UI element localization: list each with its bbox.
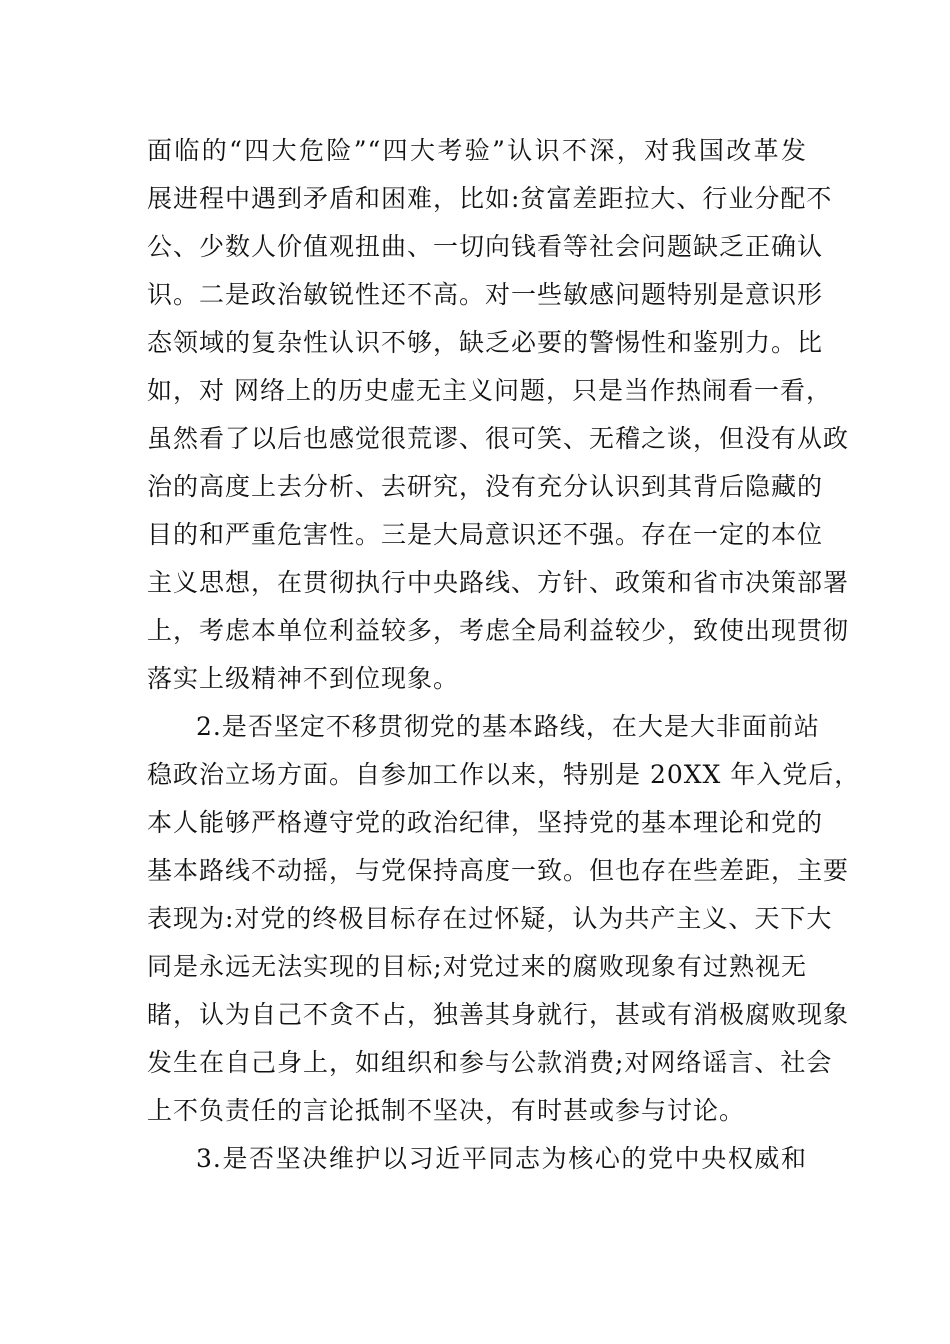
- text-line: 面临的“四大危险”“四大考验”认识不深，对我国改革发: [147, 136, 807, 165]
- text-line: 稳政治立场方面。自参加工作以来，特别是 20XX 年入党后，: [147, 760, 861, 789]
- text-line: 基本路线不动摇，与党保持高度一致。但也存在些差距，主要: [147, 856, 850, 885]
- text-line: 上不负责任的言论抵制不坚决，有时甚或参与讨论。: [147, 1096, 746, 1125]
- text-line: 本人能够严格遵守党的政治纪律，坚持党的基本理论和党的: [147, 808, 824, 837]
- section-heading-line: 2.是否坚定不移贯彻党的基本路线，在大是大非面前站: [196, 712, 820, 741]
- text-line: 主义思想，在贯彻执行中央路线、方针、政策和省市决策部署: [147, 568, 850, 597]
- text-line: 治的高度上去分析、去研究，没有充分认识到其背后隐藏的: [147, 472, 824, 501]
- text-line: 表现为:对党的终极目标存在过怀疑，认为共产主义、天下大: [147, 904, 833, 933]
- text-line: 同是永远无法实现的目标;对党过来的腐败现象有过熟视无: [147, 952, 807, 981]
- text-line: 虽然看了以后也感觉很荒谬、很可笑、无稽之谈，但没有从政: [147, 424, 850, 453]
- text-line: 识。二是政治敏锐性还不高。对一些敏感问题特别是意识形: [147, 280, 824, 309]
- text-line: 发生在自己身上，如组织和参与公款消费;对网络谣言、社会: [147, 1048, 833, 1077]
- text-line: 睹，认为自己不贪不占，独善其身就行，甚或有消极腐败现象: [147, 1000, 850, 1029]
- text-line: 公、少数人价值观扭曲、一切向钱看等社会问题缺乏正确认: [147, 232, 824, 261]
- text-line: 上，考虑本单位利益较多，考虑全局利益较少，致使出现贯彻: [147, 616, 850, 645]
- text-line: 目的和严重危害性。三是大局意识还不强。存在一定的本位: [147, 520, 824, 549]
- text-line: 如，对 网络上的历史虚无主义问题，只是当作热闹看一看，: [147, 376, 832, 405]
- text-line: 落实上级精神不到位现象。: [147, 664, 460, 693]
- section-heading-line: 3.是否坚决维护以习近平同志为核心的党中央权威和: [196, 1144, 807, 1173]
- text-line: 态领域的复杂性认识不够，缺乏必要的警惕性和鉴别力。比: [147, 328, 824, 357]
- text-line: 展进程中遇到矛盾和困难，比如:贫富差距拉大、行业分配不: [147, 184, 833, 213]
